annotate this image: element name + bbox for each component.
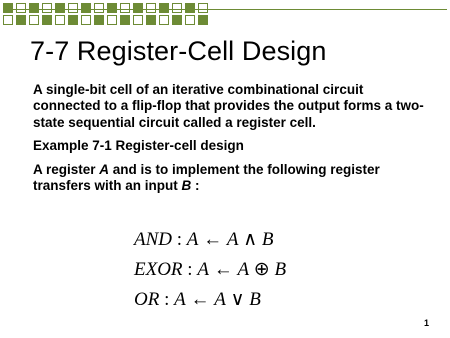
logical-and-icon: ∧: [238, 229, 262, 250]
left-arrow-icon: ←: [198, 229, 227, 250]
variable-a: A: [99, 161, 110, 177]
left-arrow-icon: ←: [185, 289, 215, 310]
paragraph-register-cell-definition: A single-bit cell of an iterative combinational circuit connected to a flip-flop that provides the output forms a two-state sequential circuit called a register cell.: [33, 82, 424, 130]
slide-title: 7-7 Register-Cell Design: [30, 36, 327, 66]
logical-or-icon: ∨: [225, 289, 250, 310]
left-arrow-icon: ←: [208, 259, 238, 280]
xor-icon: ⊕: [249, 259, 275, 280]
equation-and: AND : A ← A ∧ B: [134, 229, 274, 250]
variable-b: B: [181, 178, 192, 194]
page-number: 1: [423, 318, 429, 328]
paragraph-example-heading: Example 7-1 Register-cell design: [33, 138, 244, 154]
header-divider-line: [3, 9, 447, 10]
paragraph-register-transfers-intro: A register A and is to implement the following register transfers with an input B :: [33, 161, 380, 194]
decorative-checker-pattern: [3, 3, 208, 25]
slide-body: [33, 82, 433, 201]
equation-exor: EXOR : A ← A ⊕ B: [134, 259, 287, 280]
equation-or: OR : A ← A ∨ B: [134, 289, 261, 310]
